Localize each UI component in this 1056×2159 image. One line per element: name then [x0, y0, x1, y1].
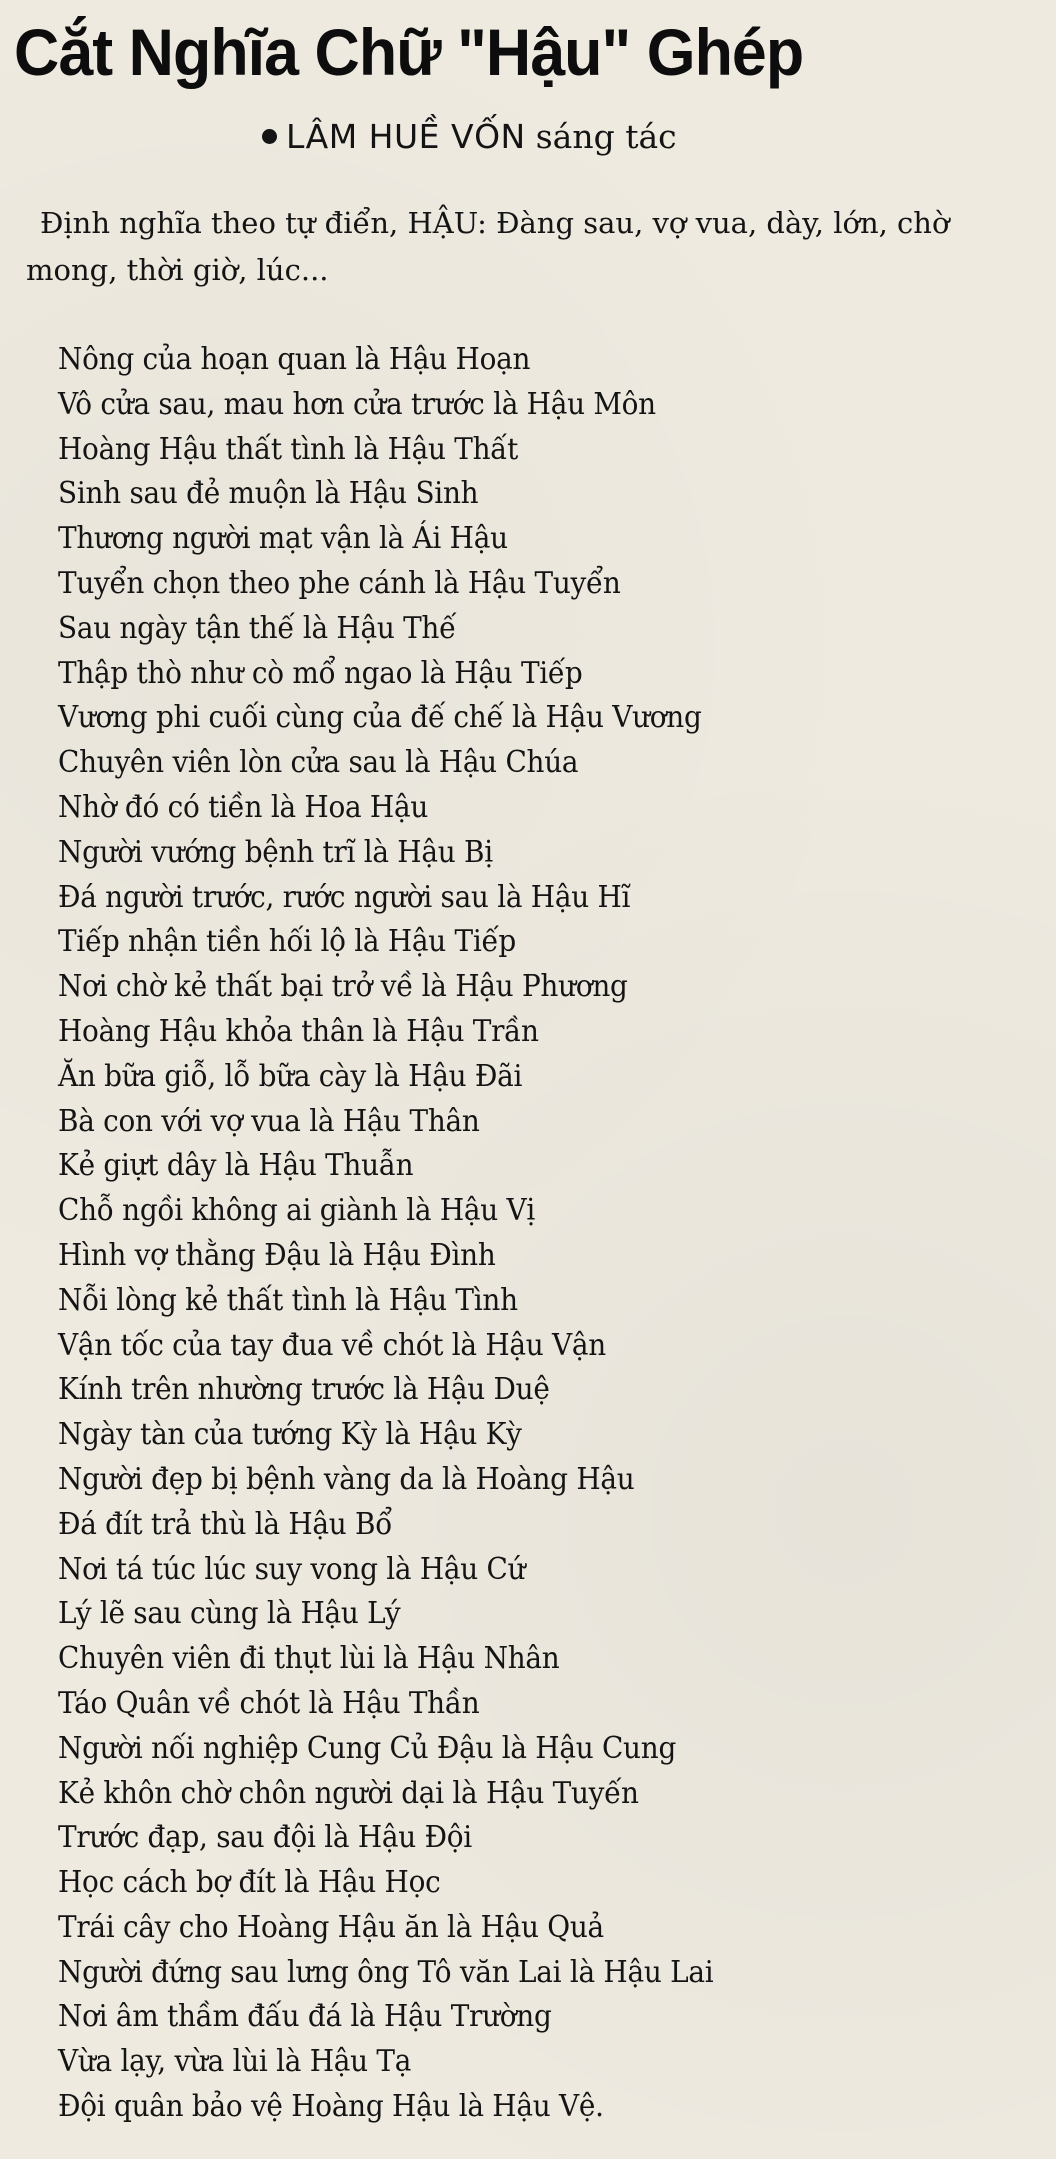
poem-line: Vận tốc của tay đua về chót là Hậu Vận	[58, 1327, 606, 1363]
article-title: Cắt Nghĩa Chữ "Hậu" Ghép	[14, 15, 804, 89]
poem-line: Đá đít trả thù là Hậu Bổ	[58, 1506, 393, 1542]
poem-line: Nhờ đó có tiền là Hoa Hậu	[58, 789, 429, 825]
poem-line: Vương phi cuối cùng của đế chế là Hậu Vương	[58, 700, 702, 736]
poem-line: Sau ngày tận thế là Hậu Thế	[58, 610, 457, 646]
poem-line: Kẻ khôn chờ chôn người dại là Hậu Tuyến	[58, 1775, 639, 1811]
poem-line: Tiếp nhận tiền hối lộ là Hậu Tiếp	[58, 924, 516, 960]
bullet-icon	[262, 129, 277, 144]
poem-line: Kẻ giựt dây là Hậu Thuẫn	[58, 1148, 414, 1184]
poem-line: Nơi tá túc lúc suy vong là Hậu Cứ	[58, 1551, 526, 1587]
poem-line: Chuyên viên lòn cửa sau là Hậu Chúa	[58, 745, 579, 781]
poem-line: Vô cửa sau, mau hơn cửa trước là Hậu Môn	[58, 386, 656, 422]
poem-line: Học cách bợ đít là Hậu Học	[58, 1865, 441, 1901]
poem-line: Lý lẽ sau cùng là Hậu Lý	[58, 1596, 401, 1632]
poem-line: Kính trên nhường trước là Hậu Duệ	[58, 1372, 550, 1408]
intro-line: Định nghĩa theo tự điển, HẬU: Đàng sau, vợ vua, dày, lớn, chờ	[40, 206, 950, 240]
poem-line: Trái cây cho Hoàng Hậu ăn là Hậu Quả	[58, 1909, 604, 1945]
byline	[262, 114, 677, 160]
poem-line: Người vướng bệnh trĩ là Hậu Bị	[58, 834, 493, 870]
poem-line: Táo Quân về chót là Hậu Thần	[58, 1685, 480, 1721]
poem-line: Ngày tàn của tướng Kỳ là Hậu Kỳ	[58, 1417, 522, 1453]
poem-line: Đá người trước, rước người sau là Hậu Hĩ	[58, 879, 631, 915]
poem-lines	[58, 338, 763, 2130]
poem-line: Chuyên viên đi thụt lùi là Hậu Nhân	[58, 1641, 560, 1677]
intro-paragraph	[26, 200, 1036, 294]
poem-line: Người nối nghiệp Cung Củ Đậu là Hậu Cung	[58, 1730, 677, 1766]
author-name: LÂM HUỀ VỐN	[286, 117, 526, 156]
poem-line: Hoàng Hậu thất tình là Hậu Thất	[58, 431, 519, 467]
poem-line: Vừa lạy, vừa lùi là Hậu Tạ	[58, 2044, 412, 2080]
poem-line: Nơi âm thầm đấu đá là Hậu Trường	[58, 1999, 552, 2035]
poem-line: Hình vợ thằng Đậu là Hậu Đình	[58, 1237, 496, 1273]
poem-line: Người đẹp bị bệnh vàng da là Hoàng Hậu	[58, 1461, 635, 1497]
poem-line: Đội quân bảo vệ Hoàng Hậu là Hậu Vệ.	[58, 2089, 604, 2125]
author-role: sáng tác	[535, 117, 677, 156]
poem-line: Hoàng Hậu khỏa thân là Hậu Trần	[58, 1013, 539, 1049]
poem-line: Người đứng sau lưng ông Tô văn Lai là Hậu Lai	[58, 1954, 714, 1990]
intro-line: mong, thời giờ, lúc...	[26, 253, 329, 287]
poem-line: Tuyển chọn theo phe cánh là Hậu Tuyển	[58, 565, 621, 601]
poem-line: Sinh sau đẻ muộn là Hậu Sinh	[58, 476, 479, 512]
poem-line: Trước đạp, sau đội là Hậu Đội	[58, 1820, 472, 1856]
poem-line: Nỗi lòng kẻ thất tình là Hậu Tình	[58, 1282, 518, 1318]
poem-line: Thương người mạt vận là Ái Hậu	[58, 521, 508, 557]
poem-line: Thập thò như cò mổ ngao là Hậu Tiếp	[58, 655, 583, 691]
poem-line: Nơi chờ kẻ thất bại trở về là Hậu Phương	[58, 969, 628, 1005]
poem-line: Ăn bữa giỗ, lỗ bữa cày là Hậu Đãi	[58, 1058, 523, 1094]
poem-line: Nông của hoạn quan là Hậu Hoạn	[58, 342, 531, 377]
poem-line: Bà con với vợ vua là Hậu Thân	[58, 1103, 480, 1139]
poem-line: Chỗ ngồi không ai giành là Hậu Vị	[58, 1193, 536, 1229]
